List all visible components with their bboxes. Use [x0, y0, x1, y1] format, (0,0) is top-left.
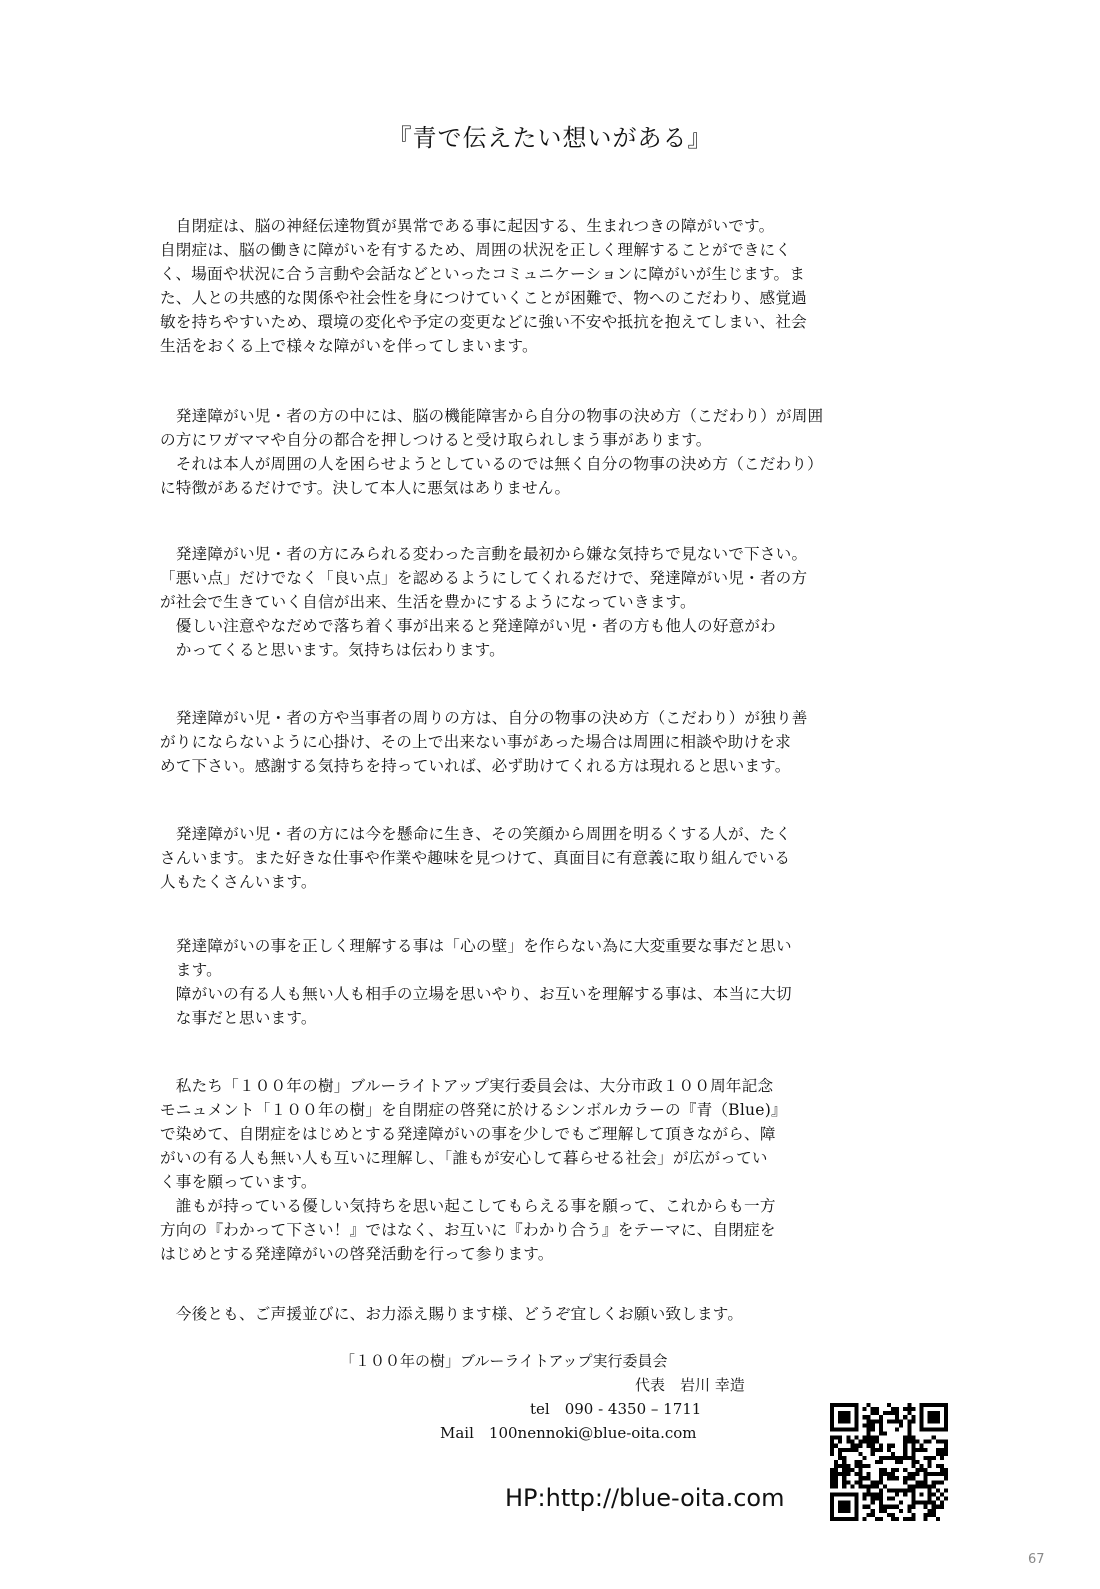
homepage-url[interactable]: HP:http://blue-oita.com [505, 1484, 785, 1512]
qr-code-icon[interactable] [830, 1403, 948, 1521]
paragraph-living-smiles: 発達障がい児・者の方には今を懸命に生き、その笑顔から周囲を明るくする人が、たく さんいます。また好きな仕事や作業や趣味を見つけて、真面目に有意義に取り組んでいる 人もたくさんいます。 [160, 825, 792, 891]
paragraph-good-points: 発達障がい児・者の方にみられる変わった言動を最初から嫌な気持ちで見ないで下さい。 「悪い点」だけでなく「良い点」を認めるようにしてくれるだけで、発達障がい児・者の方 が社会で生きていく自信が出来、生活を豊かにするようになっていきます。 優しい注意やなだめで落ち着く事が出来ると発達障がい児・者の方も他人の好意がわ かってくると思います。気持ちは伝わります。 [160, 545, 808, 659]
signature-telephone: tel 090 - 4350 – 1711 [530, 1400, 702, 1418]
page-number: 67 [1028, 1552, 1045, 1567]
paragraph-committee-mission: 私たち「１００年の樹」ブルーライトアップ実行委員会は、大分市政１００周年記念 モニュメント「１００年の樹」を自閉症の啓発に於けるシンボルカラーの『青（Blue)』 で染めて、自閉症をはじめとする発達障がいの事を少しでもご理解して頂きながら、障 がいの有る人も無い人も互いに理解し、「誰もが安心して暮らせる社会」が広がってい く事を願っています。 誰もが持っている優しい気持ちを思い起こしてもらえる事を願って、これからも一方 方向の『わかって下さい！』ではなく、お互いに『わかり合う』をテーマに、自閉症を はじめとする発達障がいの啓発活動を行って参ります。 [160, 1077, 787, 1263]
signature-email: Mail 100nennoki@blue-oita.com [440, 1424, 697, 1442]
paragraph-autism-definition: 自閉症は、脳の神経伝達物質が異常である事に起因する、生まれつきの障がいです。 自閉症は、脳の働きに障がいを有するため、周囲の状況を正しく理解することができにく く、場面や状況に合う言動や会話などといったコミュニケーションに障がいが生じます。ま た、人との共感的な関係や社会性を身につけていくことが困難で、物へのこだわり、感覚過 敏を持ちやすいため、環境の変化や予定の変更などに強い不安や抵抗を抱えてしまい、社会 生活をおくる上で様々な障がいを伴ってしまいます。 [160, 217, 807, 355]
signature-organization: 「１００年の樹」ブルーライトアップ実行委員会 [340, 1352, 668, 1370]
page-title: 『青で伝えたい想いがある』 [387, 124, 713, 152]
signature-representative: 代表 岩川 幸造 [635, 1376, 745, 1394]
paragraph-wall-of-heart: 発達障がいの事を正しく理解する事は「心の壁」を作らない為に大変重要な事だと思い ます。 障がいの有る人も無い人も相手の立場を思いやり、お互いを理解する事は、本当に大切 な事だと思います。 [175, 937, 792, 1027]
paragraph-kodawari: 発達障がい児・者の方の中には、脳の機能障害から自分の物事の決め方（こだわり）が周囲 の方にワガママや自分の都合を押しつけると受け取られしまう事があります。 それは本人が周囲の人を困らせようとしているのでは無く自分の物事の決め方（こだわり） に特徴があるだけです。決して本人に悪気はありません。 [160, 407, 824, 497]
paragraph-closing: 今後とも、ご声援並びに、お力添え賜ります様、どうぞ宜しくお願い致します。 [160, 1305, 744, 1323]
paragraph-asking-help: 発達障がい児・者の方や当事者の周りの方は、自分の物事の決め方（こだわり）が独り善 がりにならないように心掛け、その上で出来ない事があった場合は周囲に相談や助けを求 めて下さい。感謝する気持ちを持っていれば、必ず助けてくれる方は現れると思います。 [160, 709, 808, 775]
